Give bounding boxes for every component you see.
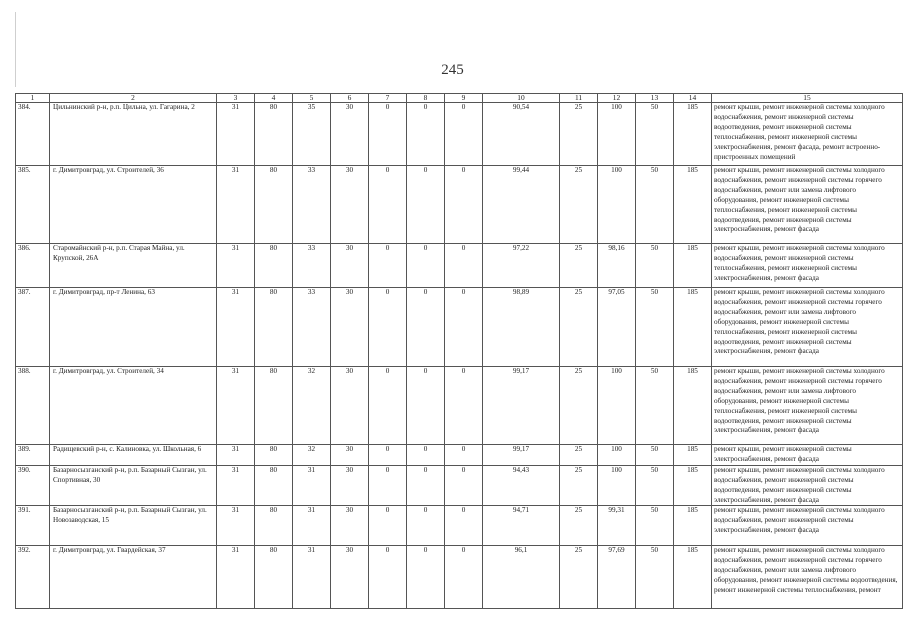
row-number: 390.	[16, 465, 50, 506]
col-12: 99,31	[598, 506, 636, 546]
col-8: 0	[407, 546, 445, 609]
col-13: 50	[636, 166, 674, 244]
col-10: 99,44	[483, 166, 560, 244]
address: г. Димитровград, ул. Гвардейская, 37	[50, 546, 217, 609]
address: Базарносызганский р-н, р.п. Базарный Сызган, ул. Спортивная, 30	[50, 465, 217, 506]
col-7: 0	[369, 445, 407, 466]
col-5: 32	[293, 367, 331, 445]
col-5: 32	[293, 445, 331, 466]
col-3: 31	[217, 244, 255, 288]
col-10: 90,54	[483, 103, 560, 166]
col-4: 80	[255, 244, 293, 288]
col-14: 185	[674, 506, 712, 546]
col-3: 31	[217, 288, 255, 367]
col-3: 31	[217, 367, 255, 445]
col-6: 30	[331, 244, 369, 288]
col-4: 80	[255, 465, 293, 506]
col-3: 31	[217, 103, 255, 166]
table-row	[16, 506, 903, 546]
col-8: 0	[407, 288, 445, 367]
repair-works: ремонт крыши, ремонт инженерной системы холодного водоснабжения, ремонт инженерной системы водоотведения, ремонт инженерной системы электроснабжения, ремонт фасада	[712, 465, 903, 506]
col-11: 25	[560, 546, 598, 609]
row-number: 391.	[16, 506, 50, 546]
col-header: 9	[445, 94, 483, 103]
col-13: 50	[636, 546, 674, 609]
col-11: 25	[560, 367, 598, 445]
col-3: 31	[217, 506, 255, 546]
header-row	[16, 94, 903, 103]
col-header: 14	[674, 94, 712, 103]
col-5: 33	[293, 244, 331, 288]
col-11: 25	[560, 288, 598, 367]
table-row	[16, 244, 903, 288]
col-14: 185	[674, 103, 712, 166]
col-header: 10	[483, 94, 560, 103]
col-6: 30	[331, 546, 369, 609]
col-6: 30	[331, 103, 369, 166]
col-5: 33	[293, 166, 331, 244]
row-number: 385.	[16, 166, 50, 244]
col-3: 31	[217, 166, 255, 244]
table-row	[16, 465, 903, 506]
col-7: 0	[369, 103, 407, 166]
col-8: 0	[407, 103, 445, 166]
col-4: 80	[255, 506, 293, 546]
col-header: 13	[636, 94, 674, 103]
col-8: 0	[407, 166, 445, 244]
col-10: 99,17	[483, 367, 560, 445]
table-row	[16, 367, 903, 445]
col-8: 0	[407, 445, 445, 466]
col-7: 0	[369, 546, 407, 609]
address: г. Димитровград, ул. Строителей, 36	[50, 166, 217, 244]
col-10: 97,22	[483, 244, 560, 288]
table-row	[16, 445, 903, 466]
col-14: 185	[674, 244, 712, 288]
col-6: 30	[331, 288, 369, 367]
col-5: 35	[293, 103, 331, 166]
col-9: 0	[445, 465, 483, 506]
col-14: 185	[674, 546, 712, 609]
col-header: 4	[255, 94, 293, 103]
col-13: 50	[636, 465, 674, 506]
col-header: 15	[712, 94, 903, 103]
col-6: 30	[331, 367, 369, 445]
repair-works: ремонт крыши, ремонт инженерной системы холодного водоснабжения, ремонт инженерной системы водоотведения, ремонт инженерной системы теплоснабжения, ремонт инженерной системы электроснабжения, ремонт фасада, ремонт встроенно-пристроенных помещений	[712, 103, 903, 166]
col-4: 80	[255, 546, 293, 609]
col-14: 185	[674, 288, 712, 367]
col-13: 50	[636, 103, 674, 166]
col-3: 31	[217, 546, 255, 609]
address: Цильнинский р-н, р.п. Цильна, ул. Гагарина, 2	[50, 103, 217, 166]
col-11: 25	[560, 506, 598, 546]
col-header: 5	[293, 94, 331, 103]
col-12: 98,16	[598, 244, 636, 288]
col-4: 80	[255, 166, 293, 244]
table-row	[16, 166, 903, 244]
col-header: 11	[560, 94, 598, 103]
col-9: 0	[445, 546, 483, 609]
address: Старомайнский р-н, р.п. Старая Майна, ул. Крупской, 26А	[50, 244, 217, 288]
address: г. Димитровград, ул. Строителей, 34	[50, 367, 217, 445]
col-header: 12	[598, 94, 636, 103]
repair-works: ремонт крыши, ремонт инженерной системы холодного водоснабжения, ремонт инженерной системы горячего водоснабжения, ремонт или замена лифтового оборудования, ремонт инженерной системы теплоснабжения, ремонт инженерной системы водоотведения, ремонт инженерной системы электроснабжения, ремонт фасада	[712, 288, 903, 367]
repair-works: ремонт крыши, ремонт инженерной системы холодного водоснабжения, ремонт инженерной системы горячего водоснабжения, ремонт или замена лифтового оборудования, ремонт инженерной системы теплоснабжения, ремонт инженерной системы водоотведения, ремонт инженерной системы электроснабжения, ремонт фасада	[712, 367, 903, 445]
col-5: 33	[293, 288, 331, 367]
col-header: 6	[331, 94, 369, 103]
col-12: 100	[598, 103, 636, 166]
col-7: 0	[369, 288, 407, 367]
repair-works: ремонт крыши, ремонт инженерной системы холодного водоснабжения, ремонт инженерной системы горячего водоснабжения, ремонт или замена лифтового оборудования, ремонт инженерной системы теплоснабжения, ремонт инженерной системы водоотведения, ремонт инженерной системы электроснабжения, ремонт фасада	[712, 166, 903, 244]
col-10: 94,71	[483, 506, 560, 546]
col-11: 25	[560, 103, 598, 166]
table-row	[16, 288, 903, 367]
col-7: 0	[369, 506, 407, 546]
col-13: 50	[636, 244, 674, 288]
col-5: 31	[293, 546, 331, 609]
col-header: 8	[407, 94, 445, 103]
col-12: 97,05	[598, 288, 636, 367]
housing-repair-table	[15, 93, 903, 609]
col-header: 3	[217, 94, 255, 103]
col-8: 0	[407, 244, 445, 288]
col-3: 31	[217, 465, 255, 506]
col-13: 50	[636, 288, 674, 367]
col-9: 0	[445, 367, 483, 445]
col-8: 0	[407, 367, 445, 445]
col-12: 100	[598, 445, 636, 466]
col-14: 185	[674, 445, 712, 466]
col-header: 7	[369, 94, 407, 103]
page-number: 245	[441, 62, 464, 78]
row-number: 388.	[16, 367, 50, 445]
col-4: 80	[255, 288, 293, 367]
address: г. Димитровград, пр-т Ленина, 63	[50, 288, 217, 367]
col-10: 99,17	[483, 445, 560, 466]
col-7: 0	[369, 244, 407, 288]
col-8: 0	[407, 465, 445, 506]
col-11: 25	[560, 244, 598, 288]
col-3: 31	[217, 445, 255, 466]
col-10: 94,43	[483, 465, 560, 506]
col-7: 0	[369, 166, 407, 244]
col-header: 2	[50, 94, 217, 103]
col-5: 31	[293, 506, 331, 546]
col-11: 25	[560, 445, 598, 466]
col-4: 80	[255, 103, 293, 166]
col-9: 0	[445, 445, 483, 466]
col-5: 31	[293, 465, 331, 506]
col-6: 30	[331, 506, 369, 546]
repair-works: ремонт крыши, ремонт инженерной системы электроснабжения, ремонт фасада	[712, 445, 903, 466]
col-13: 50	[636, 506, 674, 546]
col-6: 30	[331, 465, 369, 506]
row-number: 392.	[16, 546, 50, 609]
col-7: 0	[369, 465, 407, 506]
col-12: 97,69	[598, 546, 636, 609]
col-14: 185	[674, 166, 712, 244]
col-header: 1	[16, 94, 50, 103]
row-number: 387.	[16, 288, 50, 367]
repair-works: ремонт крыши, ремонт инженерной системы холодного водоснабжения, ремонт инженерной системы электроснабжения, ремонт фасада	[712, 506, 903, 546]
col-14: 185	[674, 465, 712, 506]
col-9: 0	[445, 288, 483, 367]
col-12: 100	[598, 166, 636, 244]
col-8: 0	[407, 506, 445, 546]
col-6: 30	[331, 445, 369, 466]
col-11: 25	[560, 465, 598, 506]
repair-works: ремонт крыши, ремонт инженерной системы холодного водоснабжения, ремонт инженерной системы теплоснабжения, ремонт инженерной системы электроснабжения, ремонт фасада	[712, 244, 903, 288]
col-4: 80	[255, 445, 293, 466]
repair-works: ремонт крыши, ремонт инженерной системы холодного водоснабжения, ремонт инженерной системы горячего водоснабжения, ремонт или замена лифтового оборудования, ремонт инженерной системы водоотведения, ремонт инженерной системы теплоснабжения, ремонт	[712, 546, 903, 609]
col-11: 25	[560, 166, 598, 244]
row-number: 389.	[16, 445, 50, 466]
row-number: 384.	[16, 103, 50, 166]
address: Радищевский р-н, с. Калиновка, ул. Школьная, 6	[50, 445, 217, 466]
col-10: 98,89	[483, 288, 560, 367]
col-6: 30	[331, 166, 369, 244]
col-9: 0	[445, 506, 483, 546]
col-9: 0	[445, 103, 483, 166]
col-9: 0	[445, 244, 483, 288]
col-12: 100	[598, 465, 636, 506]
col-14: 185	[674, 367, 712, 445]
table-row	[16, 546, 903, 609]
table-row	[16, 103, 903, 166]
col-10: 96,1	[483, 546, 560, 609]
col-13: 50	[636, 367, 674, 445]
row-number: 386.	[16, 244, 50, 288]
col-13: 50	[636, 445, 674, 466]
col-12: 100	[598, 367, 636, 445]
col-9: 0	[445, 166, 483, 244]
col-4: 80	[255, 367, 293, 445]
address: Базарносызганский р-н, р.п. Базарный Сызган, ул. Новозаводская, 15	[50, 506, 217, 546]
col-7: 0	[369, 367, 407, 445]
